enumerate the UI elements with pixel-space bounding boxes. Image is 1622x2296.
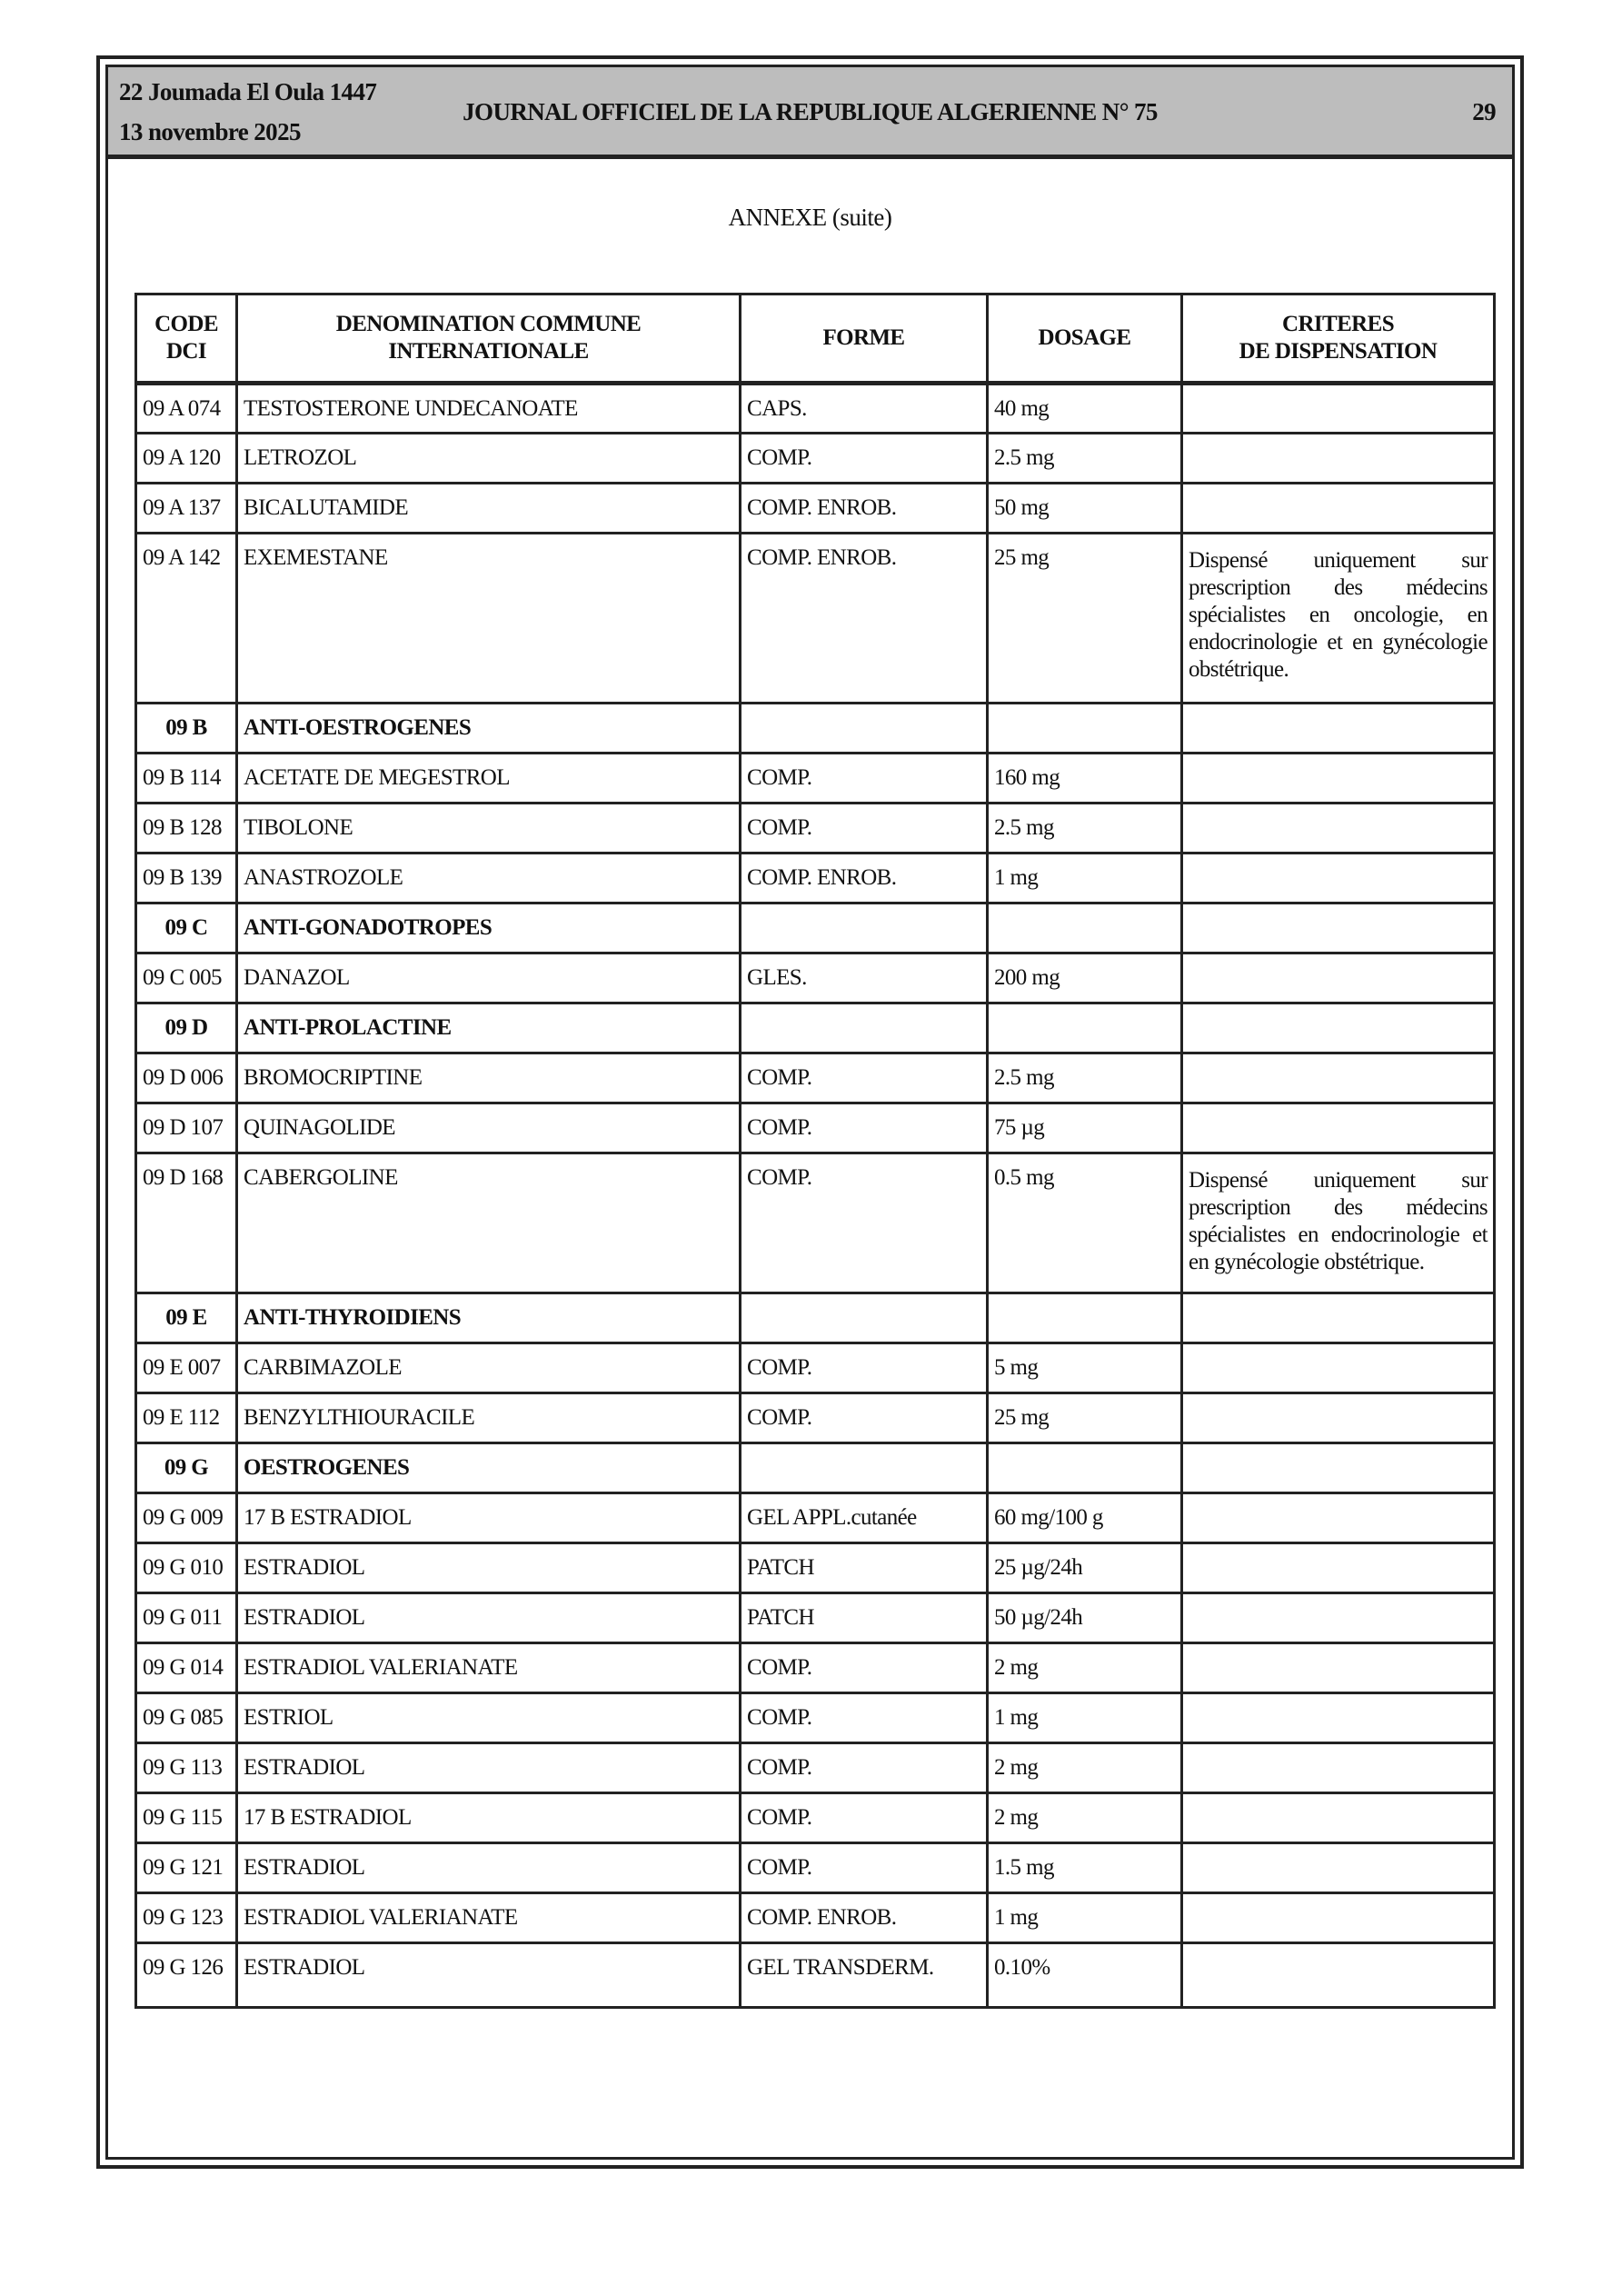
- journal-title: JOURNAL OFFICIEL DE LA REPUBLIQUE ALGERIENNE N° 75: [463, 98, 1158, 125]
- cell-dosage: 75 µg: [988, 1103, 1182, 1153]
- table-row: [136, 754, 1495, 804]
- cell-name: DANAZOL: [237, 953, 741, 1003]
- cell-criteres: [1182, 434, 1495, 484]
- cell-code: 09 G 009: [136, 1493, 237, 1543]
- cell-code: 09 G 010: [136, 1543, 237, 1593]
- cell-name: ANTI-THYROIDIENS: [237, 1293, 741, 1343]
- cell-name: BROMOCRIPTINE: [237, 1053, 741, 1103]
- section-row: [136, 1443, 1495, 1493]
- cell-forme: GLES.: [741, 953, 988, 1003]
- hijri-date: 22 Joumada El Oula 1447: [119, 78, 377, 105]
- cell-criteres: [1182, 1893, 1495, 1943]
- col-forme: FORME: [741, 294, 988, 384]
- cell-code: 09 A 137: [136, 484, 237, 534]
- cell-code: 09 E 007: [136, 1343, 237, 1393]
- cell-dosage: 2 mg: [988, 1743, 1182, 1793]
- cell-name: EXEMESTANE: [237, 534, 741, 704]
- cell-dosage: 1 mg: [988, 854, 1182, 903]
- cell-dosage: [988, 1443, 1182, 1493]
- cell-criteres: [1182, 1943, 1495, 2008]
- col-dosage: DOSAGE: [988, 294, 1182, 384]
- cell-criteres: [1182, 1493, 1495, 1543]
- cell-name: BENZYLTHIOURACILE: [237, 1393, 741, 1443]
- cell-criteres: [1182, 1343, 1495, 1393]
- table-row: [136, 484, 1495, 534]
- cell-dosage: 5 mg: [988, 1343, 1182, 1393]
- cell-forme: PATCH: [741, 1543, 988, 1593]
- cell-dosage: 2.5 mg: [988, 1053, 1182, 1103]
- cell-name: ESTRADIOL: [237, 1543, 741, 1593]
- cell-forme: COMP.: [741, 1343, 988, 1393]
- medication-table: [134, 293, 1496, 2009]
- table-row: [136, 1743, 1495, 1793]
- cell-forme: COMP.: [741, 1393, 988, 1443]
- cell-criteres: [1182, 1743, 1495, 1793]
- table-row: [136, 1893, 1495, 1943]
- section-row: [136, 704, 1495, 754]
- cell-name: TESTOSTERONE UNDECANOATE: [237, 384, 741, 434]
- cell-code: 09 G 113: [136, 1743, 237, 1793]
- cell-code: 09 A 142: [136, 534, 237, 704]
- cell-forme: [741, 704, 988, 754]
- cell-name: 17 B ESTRADIOL: [237, 1493, 741, 1543]
- cell-name: ESTRADIOL: [237, 1943, 741, 2008]
- cell-forme: COMP.: [741, 1793, 988, 1843]
- cell-name: ESTRADIOL VALERIANATE: [237, 1893, 741, 1943]
- cell-forme: COMP.: [741, 434, 988, 484]
- cell-name: LETROZOL: [237, 434, 741, 484]
- cell-dosage: 25 µg/24h: [988, 1543, 1182, 1593]
- cell-name: BICALUTAMIDE: [237, 484, 741, 534]
- table-row: [136, 1643, 1495, 1693]
- cell-forme: [741, 1293, 988, 1343]
- cell-code: 09 G 126: [136, 1943, 237, 2008]
- cell-forme: COMP. ENROB.: [741, 534, 988, 704]
- table-header-row: [136, 294, 1495, 384]
- cell-code: 09 D 006: [136, 1053, 237, 1103]
- table-row: [136, 1153, 1495, 1293]
- cell-code: 09 D 107: [136, 1103, 237, 1153]
- cell-code: 09 B: [136, 704, 237, 754]
- cell-forme: COMP.: [741, 1053, 988, 1103]
- cell-criteres: [1182, 1053, 1495, 1103]
- cell-code: 09 C 005: [136, 953, 237, 1003]
- cell-code: 09 E 112: [136, 1393, 237, 1443]
- cell-forme: COMP.: [741, 1103, 988, 1153]
- cell-criteres: [1182, 854, 1495, 903]
- cell-name: ESTRIOL: [237, 1693, 741, 1743]
- cell-dosage: 2.5 mg: [988, 434, 1182, 484]
- cell-name: CABERGOLINE: [237, 1153, 741, 1293]
- table-row: [136, 1103, 1495, 1153]
- cell-dosage: 25 mg: [988, 534, 1182, 704]
- cell-forme: CAPS.: [741, 384, 988, 434]
- cell-criteres: [1182, 1793, 1495, 1843]
- cell-code: 09 A 074: [136, 384, 237, 434]
- cell-criteres: [1182, 1843, 1495, 1893]
- cell-forme: COMP. ENROB.: [741, 484, 988, 534]
- cell-dosage: [988, 1003, 1182, 1053]
- cell-dosage: 60 mg/100 g: [988, 1493, 1182, 1543]
- cell-dosage: [988, 903, 1182, 953]
- cell-dosage: 200 mg: [988, 953, 1182, 1003]
- cell-name: ESTRADIOL: [237, 1593, 741, 1643]
- cell-forme: COMP.: [741, 1153, 988, 1293]
- cell-name: CARBIMAZOLE: [237, 1343, 741, 1393]
- cell-criteres: [1182, 953, 1495, 1003]
- journal-header: [108, 67, 1512, 159]
- table-row: [136, 434, 1495, 484]
- cell-code: 09 G 011: [136, 1593, 237, 1643]
- cell-dosage: 25 mg: [988, 1393, 1182, 1443]
- cell-dosage: 40 mg: [988, 384, 1182, 434]
- cell-code: 09 G 121: [136, 1843, 237, 1893]
- cell-forme: [741, 1003, 988, 1053]
- cell-dosage: [988, 704, 1182, 754]
- cell-criteres: [1182, 1393, 1495, 1443]
- cell-name: ACETATE DE MEGESTROL: [237, 754, 741, 804]
- table-row: [136, 1593, 1495, 1643]
- cell-criteres: [1182, 1593, 1495, 1643]
- cell-criteres: Dispensé uniquement sur prescription des médecins spécialistes en oncologie, en endocrinologie et en gynécologie obstétrique.: [1182, 534, 1495, 704]
- gregorian-date: 13 novembre 2025: [119, 118, 301, 145]
- cell-name: ANTI-PROLACTINE: [237, 1003, 741, 1053]
- table-row: [136, 1343, 1495, 1393]
- cell-criteres: [1182, 804, 1495, 854]
- cell-forme: COMP.: [741, 1743, 988, 1793]
- cell-code: 09 C: [136, 903, 237, 953]
- cell-dosage: [988, 1293, 1182, 1343]
- cell-criteres: [1182, 1543, 1495, 1593]
- cell-name: ANASTROZOLE: [237, 854, 741, 903]
- cell-name: ANTI-OESTROGENES: [237, 704, 741, 754]
- cell-forme: COMP.: [741, 804, 988, 854]
- cell-dosage: 0.10%: [988, 1943, 1182, 2008]
- cell-code: 09 G 085: [136, 1693, 237, 1743]
- cell-code: 09 D 168: [136, 1153, 237, 1293]
- cell-dosage: 1 mg: [988, 1893, 1182, 1943]
- cell-code: 09 G 014: [136, 1643, 237, 1693]
- cell-code: 09 B 128: [136, 804, 237, 854]
- cell-code: 09 B 114: [136, 754, 237, 804]
- cell-name: TIBOLONE: [237, 804, 741, 854]
- cell-forme: GEL TRANSDERM.: [741, 1943, 988, 2008]
- cell-forme: GEL APPL.cutanée: [741, 1493, 988, 1543]
- cell-name: OESTROGENES: [237, 1443, 741, 1493]
- page-number: 29: [1472, 98, 1496, 125]
- table-row: [136, 1053, 1495, 1103]
- page-frame: [96, 55, 1524, 2169]
- cell-dosage: 50 mg: [988, 484, 1182, 534]
- cell-criteres: [1182, 1693, 1495, 1743]
- table-row: [136, 1793, 1495, 1843]
- table-row: [136, 1543, 1495, 1593]
- cell-name: ESTRADIOL VALERIANATE: [237, 1643, 741, 1693]
- cell-forme: COMP. ENROB.: [741, 854, 988, 903]
- cell-forme: COMP.: [741, 1643, 988, 1693]
- annexe-title: ANNEXE (suite): [728, 204, 892, 231]
- cell-code: 09 D: [136, 1003, 237, 1053]
- cell-dosage: 1 mg: [988, 1693, 1182, 1743]
- cell-dosage: 160 mg: [988, 754, 1182, 804]
- cell-name: QUINAGOLIDE: [237, 1103, 741, 1153]
- cell-code: 09 B 139: [136, 854, 237, 903]
- table-row: [136, 1393, 1495, 1443]
- cell-code: 09 G: [136, 1443, 237, 1493]
- cell-forme: COMP.: [741, 1843, 988, 1893]
- cell-forme: [741, 903, 988, 953]
- table-row: [136, 854, 1495, 903]
- table-row: [136, 1493, 1495, 1543]
- cell-code: 09 G 123: [136, 1893, 237, 1943]
- cell-code: 09 A 120: [136, 434, 237, 484]
- table-row: [136, 953, 1495, 1003]
- table-row: [136, 1843, 1495, 1893]
- cell-forme: PATCH: [741, 1593, 988, 1643]
- cell-criteres: [1182, 1643, 1495, 1693]
- cell-criteres: [1182, 1103, 1495, 1153]
- cell-dosage: 50 µg/24h: [988, 1593, 1182, 1643]
- section-row: [136, 1003, 1495, 1053]
- table-row: [136, 384, 1495, 434]
- cell-criteres: [1182, 1293, 1495, 1343]
- cell-criteres: [1182, 754, 1495, 804]
- cell-criteres: [1182, 484, 1495, 534]
- cell-code: 09 E: [136, 1293, 237, 1343]
- table-row: [136, 1693, 1495, 1743]
- col-criteres: CRITERES DE DISPENSATION: [1182, 294, 1495, 384]
- table-row: [136, 1943, 1495, 2008]
- cell-forme: COMP. ENROB.: [741, 1893, 988, 1943]
- cell-dosage: 2 mg: [988, 1793, 1182, 1843]
- inner-frame: [105, 65, 1515, 2160]
- cell-name: 17 B ESTRADIOL: [237, 1793, 741, 1843]
- table-row: [136, 534, 1495, 704]
- cell-code: 09 G 115: [136, 1793, 237, 1843]
- cell-dosage: 2.5 mg: [988, 804, 1182, 854]
- cell-name: ANTI-GONADOTROPES: [237, 903, 741, 953]
- cell-criteres: [1182, 903, 1495, 953]
- cell-dosage: 2 mg: [988, 1643, 1182, 1693]
- cell-criteres: [1182, 704, 1495, 754]
- section-row: [136, 1293, 1495, 1343]
- col-code: CODE DCI: [136, 294, 237, 384]
- cell-name: ESTRADIOL: [237, 1843, 741, 1893]
- cell-criteres: [1182, 1443, 1495, 1493]
- cell-forme: COMP.: [741, 754, 988, 804]
- col-denomination: DENOMINATION COMMUNE INTERNATIONALE: [237, 294, 741, 384]
- cell-criteres: [1182, 384, 1495, 434]
- table-row: [136, 804, 1495, 854]
- cell-name: ESTRADIOL: [237, 1743, 741, 1793]
- cell-forme: COMP.: [741, 1693, 988, 1743]
- cell-dosage: 1.5 mg: [988, 1843, 1182, 1893]
- cell-forme: [741, 1443, 988, 1493]
- cell-dosage: 0.5 mg: [988, 1153, 1182, 1293]
- cell-criteres: Dispensé uniquement sur prescription des médecins spécialistes en endocrinologie et en gynécologie obstétrique.: [1182, 1153, 1495, 1293]
- cell-criteres: [1182, 1003, 1495, 1053]
- section-row: [136, 903, 1495, 953]
